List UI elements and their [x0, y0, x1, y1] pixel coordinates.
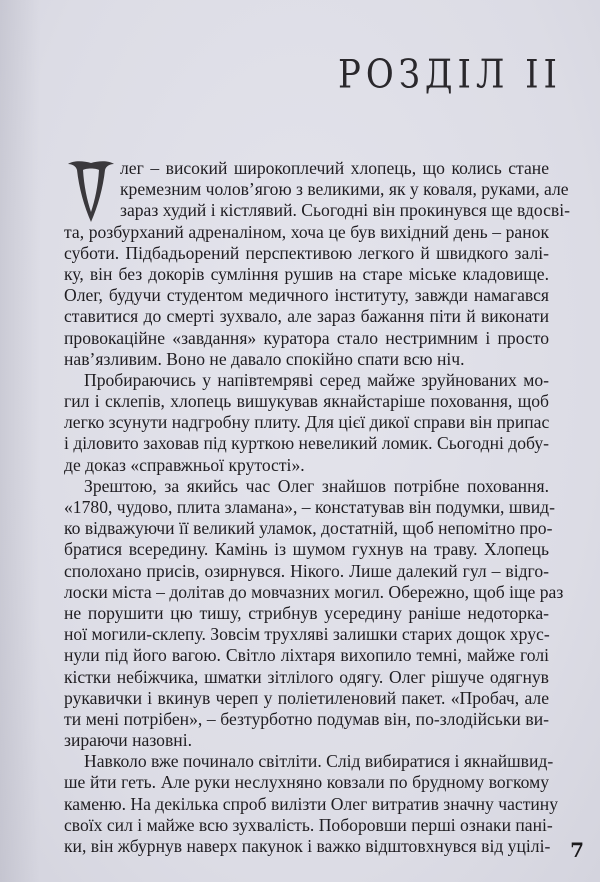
page-number: 7: [570, 838, 584, 862]
chapter-title: РОЗДІЛ II: [337, 52, 562, 98]
text-line: гил і склепів, хлопець вишукував якнайстаріше поховання, щоб: [64, 391, 549, 412]
text-line: ки, він жбурнув наверх пакунок і важко відштовхнувся від уцілі-: [64, 836, 551, 856]
text-line: братися всередину. Камінь із шумом гухнув на траву. Хлопець: [64, 539, 549, 560]
text-line: ко відважуючи її великий уламок, достатній, щоб непомітно про-: [64, 518, 553, 539]
text-line: ти мені потрібен», – безтурботно подумав він, по-злодійськи ви-: [64, 708, 549, 729]
text-line: і діловито заховав під курткою невеликий ломик. Сьогодні добу-: [64, 433, 549, 454]
text-line: де доказ «справжньої крутості».: [64, 454, 305, 475]
text-line: рукавички і вкинув череп у поліетиленовий пакет. «Пробач, але: [64, 687, 549, 708]
text-line: своїх сил і майже всю зухвалість. Поборовши перші ознаки пані-: [64, 814, 553, 835]
text-line: сполохано присів, озирнувся. Нікого. Лише далекий гул – відго-: [64, 560, 549, 581]
text-line: та, розбурханий адреналіном, хоча це був вихідний день – ранок: [64, 221, 549, 242]
text-line: суботи. Підбадьорений перспективою легкого й швидкого залі-: [64, 242, 549, 263]
text-line: лоски міста – долітав до мовчазних могил. Обережно, щоб іще раз: [64, 581, 564, 602]
text-line: нули під його вагою. Світло ліхтаря вихопило темні, майже голі: [64, 645, 549, 666]
text-line: лег – високий широкоплечий хлопець, що колись стане: [120, 158, 549, 178]
text-line: ше йти геть. Але руки неслухняно ковзали по брудному вогкому: [64, 772, 549, 793]
text-line: не порушити цю тишу, стрибнув усередину раніше недоторка-: [64, 602, 549, 623]
text-line: «1780, чудово, плита зламана», – констатував він подумки, швид-: [64, 497, 555, 517]
chapter-body: [64, 158, 570, 857]
text-line: ставитися до смерті зухвало, але зараз бажання піти й виконати: [64, 306, 549, 327]
text-line: зараз худий і кістлявий. Сьогодні він прокинувся ще вдосві-: [120, 200, 570, 221]
text-line: Олег, будучи студентом медичного інституту, завжди намагався: [64, 285, 549, 306]
text-line: кремезним чолов’ягою з великими, як у коваля, руками, але: [120, 179, 569, 200]
text-line: зираючи назовні.: [64, 730, 192, 751]
text-line: Навколо вже починало світліти. Слід вибиратися і якнайшвид-: [84, 751, 554, 772]
text-line: ку, він без докорів сумління рушив на старе міське кладовище.: [64, 263, 549, 284]
text-line: нав’язливим. Воно не давало спокійно спати всю ніч.: [64, 348, 465, 369]
text-line: кістки небіжчика, шматки зітлілого одягу. Олег рішуче одягнув: [64, 666, 549, 687]
text-line: Пробираючись у напівтемряві серед майже зруйнованих мо-: [84, 369, 549, 390]
text-line: Зрештою, за якийсь час Олег знайшов потрібне поховання.: [84, 475, 549, 496]
text-line: каменю. На декілька спроб вилізти Олег витратив значну частину: [64, 793, 559, 814]
text-line: легко зсунути надгробну плиту. Для цієї дикої справи він припас: [64, 412, 550, 433]
text-line: ної могили-склепу. Зовсім трухляві залишки старих дощок хрус-: [64, 624, 550, 645]
text-line: провокаційне «завдання» куратора стало нестримним і просто: [64, 327, 549, 348]
